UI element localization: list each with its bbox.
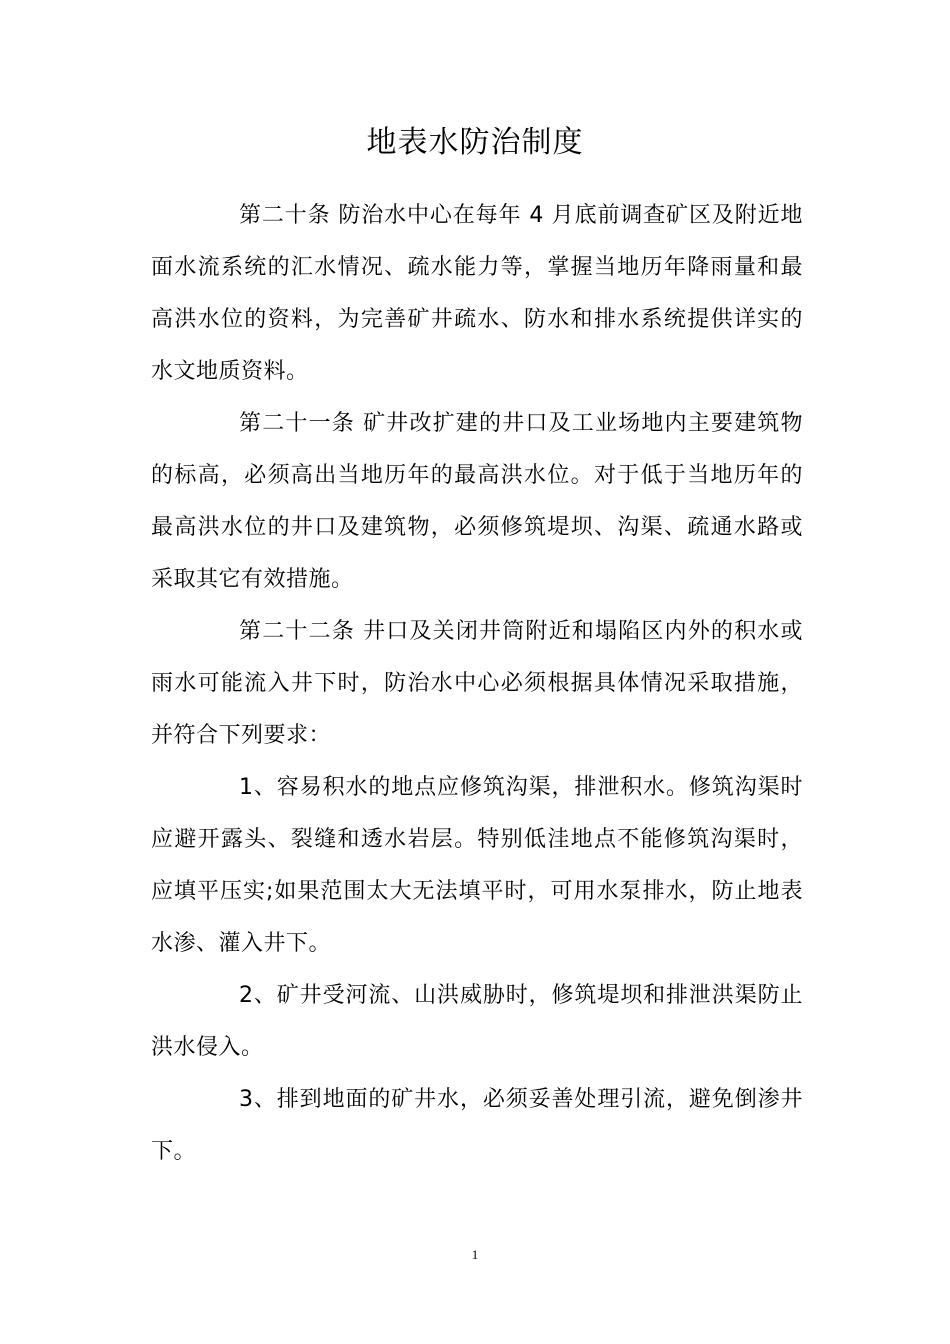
document-body	[151, 190, 803, 1178]
paragraph-article-20: 第二十条 防治水中心在每年 4 月底前调查矿区及附近地面水流系统的汇水情况、疏水能力等，掌握当地历年降雨量和最高洪水位的资料，为完善矿井疏水、防水和排水系统提供详实的水文地质资料。	[151, 203, 803, 384]
paragraph-article-21: 第二十一条 矿井改扩建的井口及工业场地内主要建筑物的标高，必须高出当地历年的最高洪水位。对于低于当地历年的最高洪水位的井口及建筑物，必须修筑堤坝、沟渠、疏通水路或采取其它有效措施。	[151, 411, 803, 592]
paragraph-item-1: 1、容易积水的地点应修筑沟渠，排泄积水。修筑沟渠时应避开露头、裂缝和透水岩层。特别低洼地点不能修筑沟渠时，应填平压实;如果范围太大无法填平时，可用水泵排水，防止地表水渗、灌入井下。	[151, 775, 803, 956]
page-number: 1	[471, 1247, 479, 1262]
paragraph-article-22: 第二十二条 井口及关闭井筒附近和塌陷区内外的积水或雨水可能流入井下时，防治水中心必须根据具体情况采取措施，并符合下列要求：	[151, 619, 803, 748]
document-title: 地表水防治制度	[366, 125, 584, 160]
paragraph-item-2: 2、矿井受河流、山洪威胁时，修筑堤坝和排泄洪渠防止洪水侵入。	[151, 983, 803, 1060]
paragraph-item-3: 3、排到地面的矿井水，必须妥善处理引流，避免倒渗井下。	[151, 1087, 803, 1164]
